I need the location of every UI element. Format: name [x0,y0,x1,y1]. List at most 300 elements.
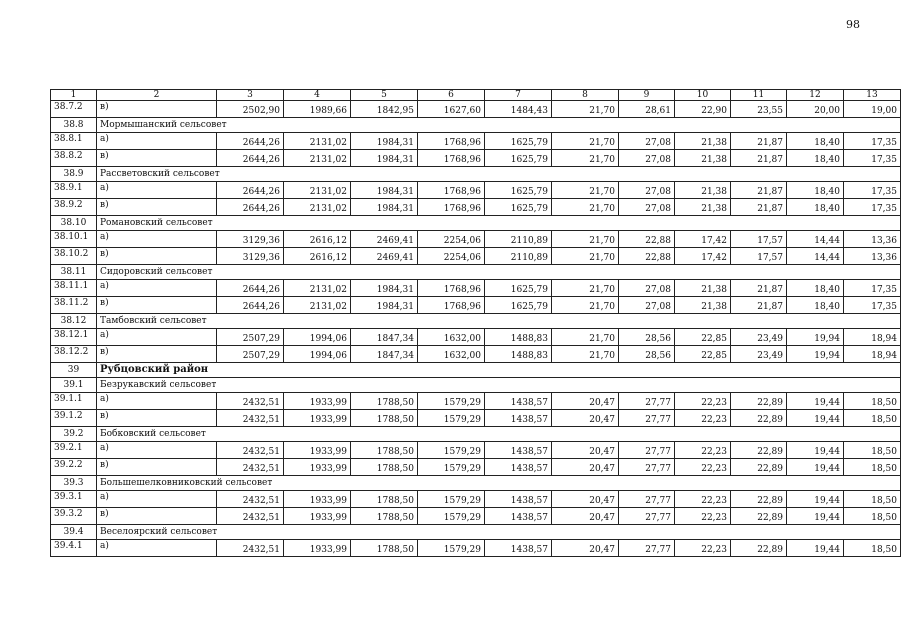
value-cell: 19,44 [787,442,844,459]
value-cell: 19,44 [787,393,844,410]
value-cell: 18,50 [844,540,901,557]
value-cell: 1768,96 [418,182,485,199]
value-cell: 28,56 [619,346,675,363]
section-row [51,378,901,393]
value-cell: 20,47 [552,540,619,557]
column-header: 6 [418,90,485,101]
section-row [51,525,901,540]
column-header: 2 [97,90,217,101]
value-cell: 1984,31 [351,297,418,314]
value-cell: 27,77 [619,491,675,508]
value-cell: 28,61 [619,101,675,118]
value-cell: 1579,29 [418,442,485,459]
row-code: 38.9.1 [51,182,97,199]
value-cell: 21,38 [675,150,731,167]
value-cell: 2502,90 [217,101,284,118]
district-code: 39 [51,363,97,378]
section-code: 38.11 [51,265,97,280]
table-row [51,442,901,459]
row-subitem: в) [97,199,217,216]
row-subitem: в) [97,508,217,525]
table-body [51,101,901,557]
value-cell: 22,23 [675,410,731,427]
value-cell: 1994,06 [284,346,351,363]
value-cell: 18,40 [787,199,844,216]
value-cell: 3129,36 [217,231,284,248]
value-cell: 1984,31 [351,150,418,167]
value-cell: 1788,50 [351,442,418,459]
table-row [51,297,901,314]
value-cell: 1768,96 [418,280,485,297]
value-cell: 1438,57 [485,442,552,459]
column-header: 7 [485,90,552,101]
value-cell: 1788,50 [351,491,418,508]
value-cell: 22,89 [731,508,787,525]
value-cell: 1989,66 [284,101,351,118]
value-cell: 22,23 [675,540,731,557]
table-row [51,540,901,557]
value-cell: 27,08 [619,199,675,216]
value-cell: 22,85 [675,329,731,346]
section-code: 38.9 [51,167,97,182]
value-cell: 17,42 [675,248,731,265]
value-cell: 22,88 [619,248,675,265]
value-cell: 13,36 [844,231,901,248]
row-code: 39.2.1 [51,442,97,459]
value-cell: 2432,51 [217,442,284,459]
value-cell: 20,47 [552,491,619,508]
value-cell: 3129,36 [217,248,284,265]
value-cell: 1984,31 [351,133,418,150]
value-cell: 2432,51 [217,459,284,476]
column-header: 11 [731,90,787,101]
value-cell: 13,36 [844,248,901,265]
value-cell: 1984,31 [351,280,418,297]
section-title: Рассветовский сельсовет [97,167,901,182]
section-code: 38.10 [51,216,97,231]
value-cell: 2644,26 [217,182,284,199]
value-cell: 1768,96 [418,150,485,167]
value-cell: 20,00 [787,101,844,118]
value-cell: 22,88 [619,231,675,248]
section-title: Веселоярский сельсовет [97,525,901,540]
value-cell: 1579,29 [418,410,485,427]
value-cell: 27,08 [619,182,675,199]
value-cell: 1625,79 [485,182,552,199]
value-cell: 20,47 [552,442,619,459]
value-cell: 1632,00 [418,329,485,346]
value-cell: 20,47 [552,393,619,410]
section-title: Безрукавский сельсовет [97,378,901,393]
row-code: 38.10.2 [51,248,97,265]
value-cell: 1625,79 [485,297,552,314]
value-cell: 1788,50 [351,508,418,525]
value-cell: 2616,12 [284,231,351,248]
value-cell: 2110,89 [485,248,552,265]
value-cell: 2507,29 [217,329,284,346]
row-code: 39.4.1 [51,540,97,557]
value-cell: 19,44 [787,540,844,557]
value-cell: 1488,83 [485,329,552,346]
value-cell: 21,70 [552,133,619,150]
value-cell: 1579,29 [418,540,485,557]
section-title: Большешелковниковский сельсовет [97,476,901,491]
value-cell: 18,94 [844,329,901,346]
value-cell: 18,50 [844,393,901,410]
value-cell: 1625,79 [485,150,552,167]
value-cell: 27,77 [619,410,675,427]
header-row [51,90,901,101]
value-cell: 21,38 [675,280,731,297]
value-cell: 21,70 [552,248,619,265]
value-cell: 2644,26 [217,280,284,297]
value-cell: 1933,99 [284,442,351,459]
value-cell: 21,70 [552,231,619,248]
value-cell: 21,70 [552,280,619,297]
row-subitem: а) [97,133,217,150]
value-cell: 18,50 [844,491,901,508]
row-subitem: в) [97,410,217,427]
value-cell: 2644,26 [217,150,284,167]
value-cell: 27,77 [619,442,675,459]
value-cell: 1579,29 [418,459,485,476]
value-cell: 27,77 [619,459,675,476]
value-cell: 27,08 [619,150,675,167]
value-cell: 19,94 [787,329,844,346]
section-row [51,216,901,231]
row-code: 39.1.1 [51,393,97,410]
value-cell: 2644,26 [217,133,284,150]
section-title: Бобковский сельсовет [97,427,901,442]
column-header: 13 [844,90,901,101]
section-row [51,314,901,329]
value-cell: 1788,50 [351,540,418,557]
value-cell: 19,94 [787,346,844,363]
value-cell: 17,35 [844,133,901,150]
value-cell: 2254,06 [418,231,485,248]
value-cell: 18,40 [787,133,844,150]
column-header: 4 [284,90,351,101]
row-code: 38.12.2 [51,346,97,363]
value-cell: 2432,51 [217,540,284,557]
section-row [51,265,901,280]
table-row [51,280,901,297]
value-cell: 1842,95 [351,101,418,118]
value-cell: 22,89 [731,442,787,459]
value-cell: 1438,57 [485,508,552,525]
column-header: 12 [787,90,844,101]
value-cell: 19,44 [787,491,844,508]
value-cell: 21,70 [552,297,619,314]
value-cell: 23,49 [731,329,787,346]
value-cell: 1933,99 [284,393,351,410]
table-row [51,459,901,476]
district-row [51,363,901,378]
value-cell: 21,38 [675,199,731,216]
section-title: Мормышанский сельсовет [97,118,901,133]
row-code: 38.8.1 [51,133,97,150]
district-title: Рубцовский район [97,363,901,378]
row-subitem: а) [97,491,217,508]
row-code: 39.2.2 [51,459,97,476]
value-cell: 1933,99 [284,540,351,557]
value-cell: 1438,57 [485,491,552,508]
value-cell: 21,38 [675,182,731,199]
value-cell: 1933,99 [284,491,351,508]
value-cell: 19,00 [844,101,901,118]
value-cell: 1768,96 [418,199,485,216]
section-code: 39.4 [51,525,97,540]
value-cell: 19,44 [787,508,844,525]
table-header [51,90,901,101]
row-code: 38.8.2 [51,150,97,167]
table-row [51,182,901,199]
row-subitem: а) [97,540,217,557]
value-cell: 18,50 [844,410,901,427]
value-cell: 1768,96 [418,297,485,314]
value-cell: 2469,41 [351,248,418,265]
value-cell: 21,87 [731,280,787,297]
tariff-table [50,89,901,557]
value-cell: 21,87 [731,199,787,216]
value-cell: 18,50 [844,459,901,476]
section-code: 39.2 [51,427,97,442]
value-cell: 17,35 [844,297,901,314]
value-cell: 27,08 [619,297,675,314]
value-cell: 18,40 [787,280,844,297]
value-cell: 17,35 [844,199,901,216]
column-header: 5 [351,90,418,101]
value-cell: 22,89 [731,393,787,410]
column-header: 10 [675,90,731,101]
section-row [51,476,901,491]
value-cell: 22,23 [675,393,731,410]
value-cell: 20,47 [552,508,619,525]
value-cell: 22,23 [675,508,731,525]
value-cell: 1632,00 [418,346,485,363]
row-subitem: в) [97,459,217,476]
value-cell: 21,87 [731,297,787,314]
section-code: 38.12 [51,314,97,329]
table-row [51,231,901,248]
value-cell: 1933,99 [284,410,351,427]
value-cell: 17,42 [675,231,731,248]
value-cell: 18,40 [787,297,844,314]
table-row [51,248,901,265]
section-row [51,118,901,133]
table-row [51,199,901,216]
row-subitem: а) [97,182,217,199]
value-cell: 1484,43 [485,101,552,118]
table-row [51,150,901,167]
row-code: 38.12.1 [51,329,97,346]
value-cell: 22,23 [675,459,731,476]
value-cell: 20,47 [552,410,619,427]
value-cell: 1788,50 [351,393,418,410]
row-subitem: в) [97,150,217,167]
value-cell: 1768,96 [418,133,485,150]
value-cell: 17,35 [844,150,901,167]
value-cell: 2432,51 [217,393,284,410]
section-code: 39.3 [51,476,97,491]
value-cell: 1847,34 [351,329,418,346]
value-cell: 18,40 [787,182,844,199]
row-code: 38.10.1 [51,231,97,248]
value-cell: 2131,02 [284,280,351,297]
value-cell: 1625,79 [485,133,552,150]
value-cell: 22,90 [675,101,731,118]
page-number: 98 [846,18,860,31]
row-code: 39.3.2 [51,508,97,525]
section-code: 38.8 [51,118,97,133]
value-cell: 21,87 [731,182,787,199]
table-row [51,346,901,363]
value-cell: 17,35 [844,182,901,199]
value-cell: 1984,31 [351,182,418,199]
value-cell: 27,77 [619,508,675,525]
value-cell: 1579,29 [418,393,485,410]
value-cell: 22,89 [731,491,787,508]
value-cell: 1994,06 [284,329,351,346]
value-cell: 21,87 [731,150,787,167]
value-cell: 1438,57 [485,540,552,557]
value-cell: 2254,06 [418,248,485,265]
value-cell: 23,55 [731,101,787,118]
value-cell: 22,89 [731,540,787,557]
value-cell: 21,38 [675,133,731,150]
column-header: 9 [619,90,675,101]
value-cell: 23,49 [731,346,787,363]
table-row [51,410,901,427]
value-cell: 17,57 [731,248,787,265]
row-subitem: а) [97,393,217,410]
value-cell: 28,56 [619,329,675,346]
value-cell: 1788,50 [351,410,418,427]
value-cell: 2131,02 [284,133,351,150]
value-cell: 22,89 [731,410,787,427]
value-cell: 22,23 [675,442,731,459]
row-subitem: а) [97,280,217,297]
value-cell: 1788,50 [351,459,418,476]
value-cell: 1579,29 [418,491,485,508]
column-header: 1 [51,90,97,101]
section-title: Романовский сельсовет [97,216,901,231]
value-cell: 22,23 [675,491,731,508]
value-cell: 2110,89 [485,231,552,248]
section-row [51,167,901,182]
value-cell: 2616,12 [284,248,351,265]
value-cell: 21,70 [552,199,619,216]
value-cell: 27,77 [619,540,675,557]
row-subitem: в) [97,346,217,363]
value-cell: 27,77 [619,393,675,410]
section-code: 39.1 [51,378,97,393]
row-subitem: а) [97,231,217,248]
table-row [51,491,901,508]
value-cell: 19,44 [787,459,844,476]
value-cell: 2469,41 [351,231,418,248]
value-cell: 21,38 [675,297,731,314]
row-subitem: а) [97,329,217,346]
value-cell: 1488,83 [485,346,552,363]
value-cell: 1625,79 [485,199,552,216]
value-cell: 18,94 [844,346,901,363]
value-cell: 2644,26 [217,199,284,216]
value-cell: 2131,02 [284,150,351,167]
value-cell: 2131,02 [284,297,351,314]
section-row [51,427,901,442]
value-cell: 18,50 [844,442,901,459]
value-cell: 19,44 [787,410,844,427]
value-cell: 1847,34 [351,346,418,363]
value-cell: 1438,57 [485,393,552,410]
value-cell: 1438,57 [485,459,552,476]
value-cell: 18,40 [787,150,844,167]
value-cell: 2432,51 [217,491,284,508]
value-cell: 17,57 [731,231,787,248]
value-cell: 22,89 [731,459,787,476]
value-cell: 1625,79 [485,280,552,297]
value-cell: 1933,99 [284,459,351,476]
row-subitem: в) [97,248,217,265]
value-cell: 2131,02 [284,199,351,216]
value-cell: 1438,57 [485,410,552,427]
value-cell: 21,87 [731,133,787,150]
value-cell: 1984,31 [351,199,418,216]
value-cell: 27,08 [619,280,675,297]
value-cell: 1579,29 [418,508,485,525]
value-cell: 21,70 [552,182,619,199]
column-header: 8 [552,90,619,101]
column-header: 3 [217,90,284,101]
row-subitem: а) [97,442,217,459]
value-cell: 20,47 [552,459,619,476]
table-row [51,393,901,410]
value-cell: 21,70 [552,150,619,167]
value-cell: 21,70 [552,101,619,118]
row-subitem: в) [97,101,217,118]
row-code: 38.9.2 [51,199,97,216]
value-cell: 2432,51 [217,410,284,427]
value-cell: 2507,29 [217,346,284,363]
section-title: Тамбовский сельсовет [97,314,901,329]
row-code: 38.7.2 [51,101,97,118]
value-cell: 1933,99 [284,508,351,525]
value-cell: 2644,26 [217,297,284,314]
value-cell: 27,08 [619,133,675,150]
table-row [51,508,901,525]
value-cell: 17,35 [844,280,901,297]
value-cell: 22,85 [675,346,731,363]
value-cell: 18,50 [844,508,901,525]
value-cell: 2432,51 [217,508,284,525]
value-cell: 2131,02 [284,182,351,199]
table-row [51,101,901,118]
value-cell: 1627,60 [418,101,485,118]
value-cell: 14,44 [787,231,844,248]
value-cell: 14,44 [787,248,844,265]
table-row [51,329,901,346]
row-code: 39.3.1 [51,491,97,508]
table-row [51,133,901,150]
row-subitem: в) [97,297,217,314]
row-code: 38.11.1 [51,280,97,297]
value-cell: 21,70 [552,346,619,363]
row-code: 39.1.2 [51,410,97,427]
row-code: 38.11.2 [51,297,97,314]
section-title: Сидоровский сельсовет [97,265,901,280]
value-cell: 21,70 [552,329,619,346]
